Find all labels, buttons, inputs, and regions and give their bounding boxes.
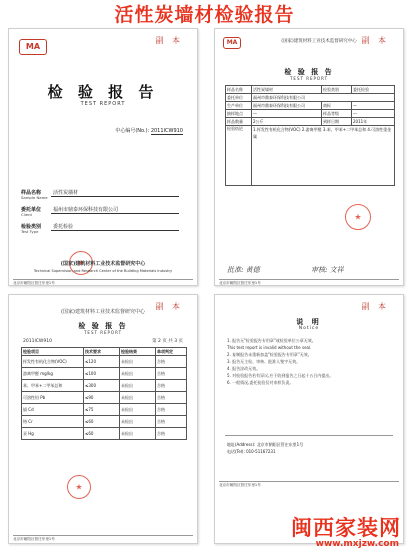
org-name: (国家)建筑材料工业技术监督研究中心 (281, 39, 357, 44)
notice-title-en: Notice (298, 326, 320, 331)
report-title-en: TEST REPORT (83, 330, 123, 335)
conclusion-text: 1.挥发性有机化合物(VOC) 2.游离甲醛 3.苯、甲苯+二甲苯总和 4.可溶性重金属 (252, 126, 395, 186)
report-title: 检 验 报 告 (47, 83, 159, 101)
table-row: 可溶性铅 Pb ≤90 未检出 合格 (22, 392, 187, 404)
list-item: 6. 一般情况,委托检验仅对来样负责。 (227, 380, 294, 385)
seal-stamp (67, 475, 91, 499)
table-header: 检验项目 技术要求 检验结果 单项判定 (22, 348, 187, 356)
field-client: 委托单位 Client 福州市鼎泰环保科技有限公司 (21, 206, 185, 218)
report-cover-page (8, 28, 198, 286)
divider (225, 435, 393, 436)
table-row: 样品名称 活性炭墙材 检验类别 委托检验 (226, 86, 395, 94)
reviewer-signature: 审核: 文祥 (311, 266, 344, 274)
footer-address: 北京市朝阳区管庄东里1号 (13, 279, 193, 285)
report-number: 中心编号(No.): 2011ICW910 (115, 128, 183, 134)
report-number: 2011ICW910 (23, 339, 52, 344)
ma-logo-icon: MA (223, 37, 241, 49)
table-row: 抽样地点 — 样品等级 — (226, 110, 395, 118)
table-row: 挥发性有机化合物(VOC) ≤120 未检出 合格 (22, 356, 187, 368)
table-row: 生产单位 福州市鼎泰环保科技有限公司 商标 — (226, 102, 395, 110)
notice-list (227, 337, 393, 386)
ma-logo-icon: MA (19, 39, 47, 55)
site-watermark-logo: 闽西家装网 (291, 516, 401, 540)
table-row: 委托单位 福州市鼎泰环保科技有限公司 (226, 94, 395, 102)
table-row: 检验结论 1.挥发性有机化合物(VOC) 2.游离甲醛 3.苯、甲苯+二甲苯总和 4.可溶性重金属 (226, 126, 395, 186)
copy-mark: 副 本 (361, 302, 389, 311)
table-row: 汞 Hg ≤60 未检出 合格 (22, 428, 187, 440)
report-title-en: TEST REPORT (289, 76, 329, 81)
list-item: 4. 报告涂改无效。 (227, 366, 261, 371)
notice-title: 说 明 (296, 317, 322, 326)
copy-mark: 副 本 (361, 36, 389, 45)
report-summary-page (214, 28, 404, 286)
page-number: 第 2 页 共 3 页 (152, 339, 183, 344)
org-name-en: Technical Supervision and Research Center of the Building Materials Industry (33, 269, 173, 273)
table-row: 铬 Cr ≤60 未检出 合格 (22, 416, 187, 428)
list-item: 1. 报告无"检验报告专用章"或检验单位公章无效。 (227, 338, 316, 343)
list-item: 2. 复制报告未重新加盖"检验报告专用章"无效。 (227, 352, 312, 357)
report-results-page (8, 294, 198, 544)
site-watermark-url: www.mxjzw.com (315, 539, 399, 549)
table-row: 镉 Cd ≤75 未检出 合格 (22, 404, 187, 416)
table-row: 游离甲醛 mg/kg ≤100 未检出 合格 (22, 368, 187, 380)
contact-block: 地址(Address): 北京市朝阳区管庄东里1号 电话(Tel): 010-51167231 (227, 442, 304, 454)
table-row: 样品数量 2公斤 到样日期 2011年 (226, 118, 395, 126)
field-sample-name: 样品名称 Sample Name 活性炭墙材 (21, 189, 185, 201)
report-title: 检 验 报 告 (78, 321, 128, 330)
approver-signature: 批准: 黄德 (227, 266, 260, 274)
copy-mark: 副 本 (155, 302, 183, 311)
org-name: (国家)建筑材料工业技术监督研究中心 (61, 309, 145, 315)
results-table (21, 347, 187, 440)
list-item: 3. 报告无主检、审核、批准人签字无效。 (227, 359, 301, 364)
summary-table (225, 85, 395, 186)
org-name: (国家)建筑材料工业技术监督研究中心 (60, 261, 146, 267)
footer-address: 北京市朝阳区管庄东里1号 (219, 279, 399, 285)
seal-stamp (345, 204, 371, 230)
report-title: 检 验 报 告 (284, 67, 334, 76)
list-item: 5. 对检验报告若有异议,应于收到报告之日起十五日内提出。 (227, 373, 334, 378)
list-item: This test report is invalid without the seal. (227, 345, 312, 350)
footer-address: 北京市朝阳区管庄东里1号 (219, 481, 399, 487)
copy-mark: 副 本 (155, 36, 183, 45)
table-row: 苯、甲苯+二甲苯总和 ≤300 未检出 合格 (22, 380, 187, 392)
footer-address: 北京市朝阳区管庄东里1号 (13, 535, 193, 541)
page-banner-title: 活性炭墙材检验报告 (114, 4, 295, 26)
report-notice-page (214, 294, 404, 544)
report-title-en: TEST REPORT (80, 101, 126, 107)
field-test-type: 检验类别 Test Type 委托检验 (21, 223, 185, 235)
